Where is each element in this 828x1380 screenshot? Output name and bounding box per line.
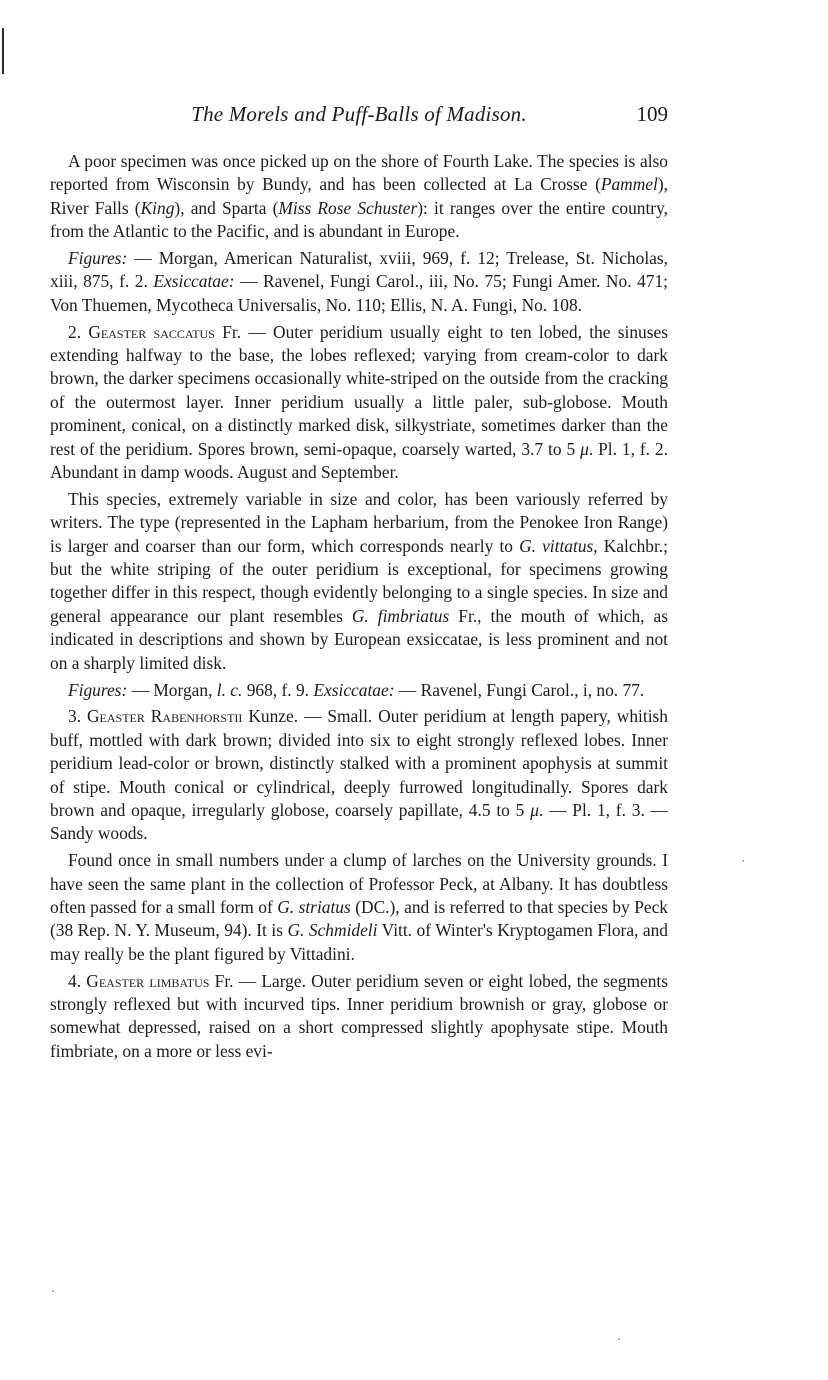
paragraph-figures-1 <box>50 247 668 317</box>
species-name: Geaster saccatus <box>88 321 215 342</box>
text-run: Found once in small numbers under a clump of larches on the University grounds. I have seen the same plant in the collection of Professor Peck, at Albany. It has doubtless often passed for a small form of <box>50 850 668 917</box>
text-run: . — Pl. 1, f. 3. — Sandy woods. <box>50 799 668 844</box>
paragraph-variability <box>50 488 668 675</box>
italic-name: Miss Rose Schuster <box>278 197 418 218</box>
text-run: ): it ranges over the entire country, from the Atlantic to the Pacific, and is abundant in Europe. <box>50 197 668 242</box>
page-header <box>50 102 668 132</box>
italic-name: King <box>140 197 175 218</box>
paragraph-geaster-saccatus <box>50 321 668 485</box>
page-number: 109 <box>636 102 668 126</box>
paper-speck <box>52 1290 54 1292</box>
species-number: 3. <box>68 706 87 727</box>
text-run: Fr. — Outer peridium usually eight to ten lobed, the sinuses extending halfway to the base, the lobes reflexed; varying from cream-color to dark brown, the darker specimens occasionally white-striped on the outside from the cracking of the outermost layer. Inner peridium usually a little paler, sub-globose. Mouth prominent, conical, on a distinctly marked disk, silkystriate, sometimes darker than the rest of the peridium. Spores brown, semi-opaque, coarsely warted, 3.7 to 5 <box>50 321 668 459</box>
text-run: (DC.), and is referred to that species by Peck (38 Rep. N. Y. Museum, 94). It is <box>50 896 668 941</box>
paragraph-geaster-limbatus <box>50 970 668 1064</box>
italic-label: Figures: <box>68 679 128 700</box>
text-run: — Morgan, American Naturalist, xviii, 969, f. 12; Trelease, St. Nicholas, xiii, 875, f. 2. <box>50 248 668 292</box>
paragraph-figures-2 <box>50 679 668 702</box>
text-run: Kunze. — Small. Outer peridium at length papery, whitish buff, mottled with dark brown; divided into six to eight strongly reflexed lobes. Inner peridium lead-color or brown, distinctly stalked with a prominent apophysis at summit of stipe. Mouth conical or cylindrical, deeply furrowed longitudinally. Spores dark brown and opaque, irregularly globose, coarsely papillate, 4.5 to 5 <box>50 706 668 820</box>
paragraph-fourth-lake <box>50 150 668 244</box>
text-run: . Pl. 1, f. 2. Abundant in damp woods. August and September. <box>50 438 668 483</box>
text-run: — Ravenel, Fungi Carol., i, no. 77. <box>394 679 645 700</box>
species-name: Geaster limbatus <box>86 970 210 991</box>
text-run: ), and Sparta ( <box>174 197 279 218</box>
paragraph-larches <box>50 849 668 966</box>
text-run: A poor specimen was once picked up on the shore of Fourth Lake. The species is also reported from Wisconsin by Bundy, and has been collected at La Crosse ( <box>50 151 668 195</box>
binding-edge-mark <box>2 28 4 74</box>
text-run: , Kalchbr.; but the white striping of the outer peridium is exceptional, for specimens growing together differ in this respect, though evidently belonging to a single species. In size and general appearance our plant resembles <box>50 535 668 626</box>
italic-abbrev: l. c. <box>216 679 243 700</box>
italic-label: Exsiccatae: <box>313 679 395 700</box>
text-run: Fr. — Large. Outer peridium seven or eight lobed, the segments strongly reflexed but with incurved tips. Inner peridium brownish or gray, globose or somewhat depressed, raised on a short compressed slightly apophysate stipe. Mouth fimbriate, on a more or less evi- <box>50 970 669 1061</box>
unit-symbol: μ <box>580 438 589 459</box>
text-run: — Ravenel, Fungi Carol., iii, No. 75; Fungi Amer. No. 471; Von Thuemen, Mycotheca Universalis, No. 110; Ellis, N. A. Fungi, No. 108. <box>50 271 669 315</box>
text-run: ), River Falls ( <box>50 174 668 218</box>
species-name: Geaster Rabenhorstii <box>86 706 243 727</box>
species-number: 2. <box>68 321 89 342</box>
text-run: Fr., the mouth of which, as indicated in descriptions and shown by European exsiccatae, is less prominent and not on a sharply limited disk. <box>50 605 668 673</box>
italic-species: G. striatus <box>277 896 351 917</box>
text-run: Vitt. of Winter's Kryptogamen Flora, and may really be the plant figured by Vittadini. <box>50 920 669 964</box>
body-text <box>50 150 668 1067</box>
italic-species: G. Schmideli <box>287 920 378 941</box>
italic-label: Exsiccatae: <box>153 271 235 292</box>
text-run: 968, f. 9. <box>242 679 314 700</box>
paper-speck <box>618 1338 620 1340</box>
italic-name: Pammel <box>600 174 658 195</box>
text-run: — Morgan, <box>127 679 217 700</box>
unit-symbol: μ <box>530 799 539 820</box>
running-head: The Morels and Puff-Balls of Madison. <box>191 102 527 126</box>
text-run: This species, extremely variable in size and color, has been variously referred by writers. The type (represented in the Lapham herbarium, from the Penokee Iron Range) is larger and coarser than our form, which corresponds nearly to <box>50 488 668 556</box>
paper-speck <box>742 860 744 862</box>
italic-label: Figures: <box>68 248 128 269</box>
species-number: 4. <box>68 970 87 991</box>
italic-species: G. vittatus <box>519 535 594 556</box>
paragraph-geaster-rabenhorstii <box>50 705 668 845</box>
italic-species: G. fimbriatus <box>351 605 450 626</box>
